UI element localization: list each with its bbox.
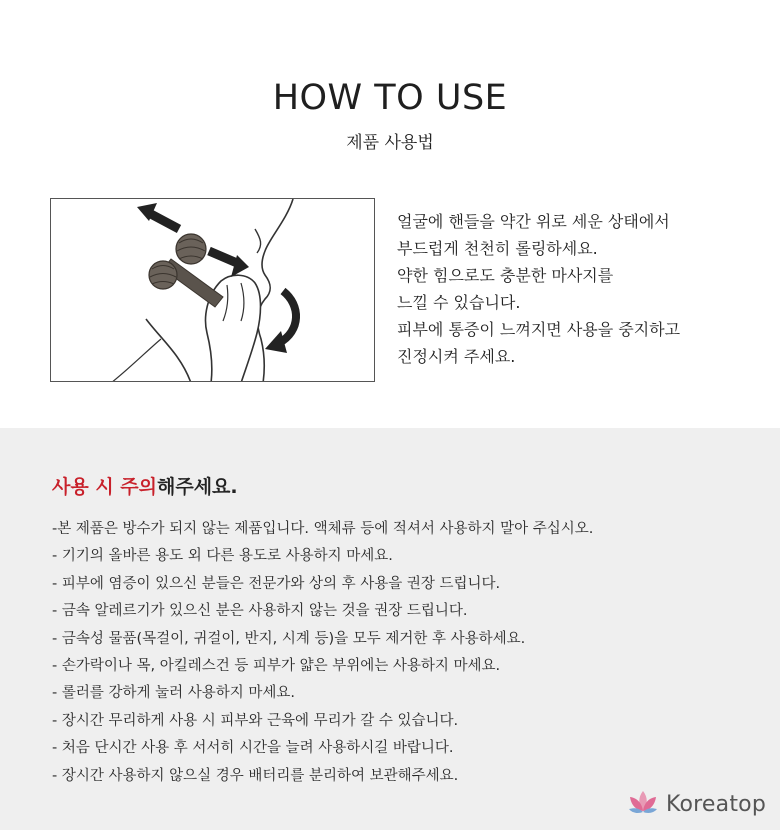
how-to-line: 얼굴에 핸들을 약간 위로 세운 상태에서 (397, 212, 670, 231)
brand-name: Koreatop (665, 791, 766, 817)
face-roller-illustration (50, 198, 375, 382)
how-to-use-text (397, 208, 757, 370)
caution-title-highlight: 사용 시 주의 (52, 476, 157, 498)
caution-item: - 피부에 염증이 있으신 분들은 전문가와 상의 후 사용을 권장 드립니다. (52, 575, 501, 592)
how-to-line: 약한 힘으로도 충분한 마사지를 (397, 266, 614, 285)
caution-item: - 금속성 물품(목걸이, 귀걸이, 반지, 시계 등)을 모두 제거한 후 사용하세요. (52, 630, 526, 647)
caution-item: - 롤러를 강하게 눌러 사용하지 마세요. (52, 685, 295, 702)
brand-logo (626, 790, 766, 818)
page-title: HOW TO USE (272, 78, 508, 118)
lotus-icon (626, 789, 660, 819)
caution-item: - 기기의 올바른 용도 외 다른 용도로 사용하지 마세요. (52, 548, 393, 565)
caution-title-rest: 해주세요. (157, 476, 238, 498)
caution-section (0, 428, 780, 830)
caution-item: - 장시간 무리하게 사용 시 피부와 근육에 무리가 갈 수 있습니다. (52, 712, 459, 729)
caution-item: -본 제품은 방수가 되지 않는 제품입니다. 액체류 등에 적셔서 사용하지 말아 주십시오. (52, 521, 594, 537)
caution-item: - 장시간 사용하지 않으실 경우 배터리를 분리하여 보관해주세요. (52, 767, 459, 784)
page-subtitle: 제품 사용법 (346, 133, 434, 153)
caution-item: - 처음 단시간 사용 후 서서히 시간을 늘려 사용하시길 바랍니다. (52, 740, 454, 757)
how-to-line: 피부에 통증이 느껴지면 사용을 중지하고 (397, 320, 681, 339)
caution-list (52, 516, 752, 790)
how-to-line: 느낄 수 있습니다. (397, 293, 521, 312)
how-to-line: 진정시켜 주세요. (397, 347, 516, 366)
how-to-line: 부드럽게 천천히 롤링하세요. (397, 239, 598, 258)
caution-title (52, 472, 238, 499)
caution-item: - 금속 알레르기가 있으신 분은 사용하지 않는 것을 권장 드립니다. (52, 603, 468, 620)
caution-item: - 손가락이나 목, 아킬레스건 등 피부가 얇은 부위에는 사용하지 마세요. (52, 658, 501, 675)
